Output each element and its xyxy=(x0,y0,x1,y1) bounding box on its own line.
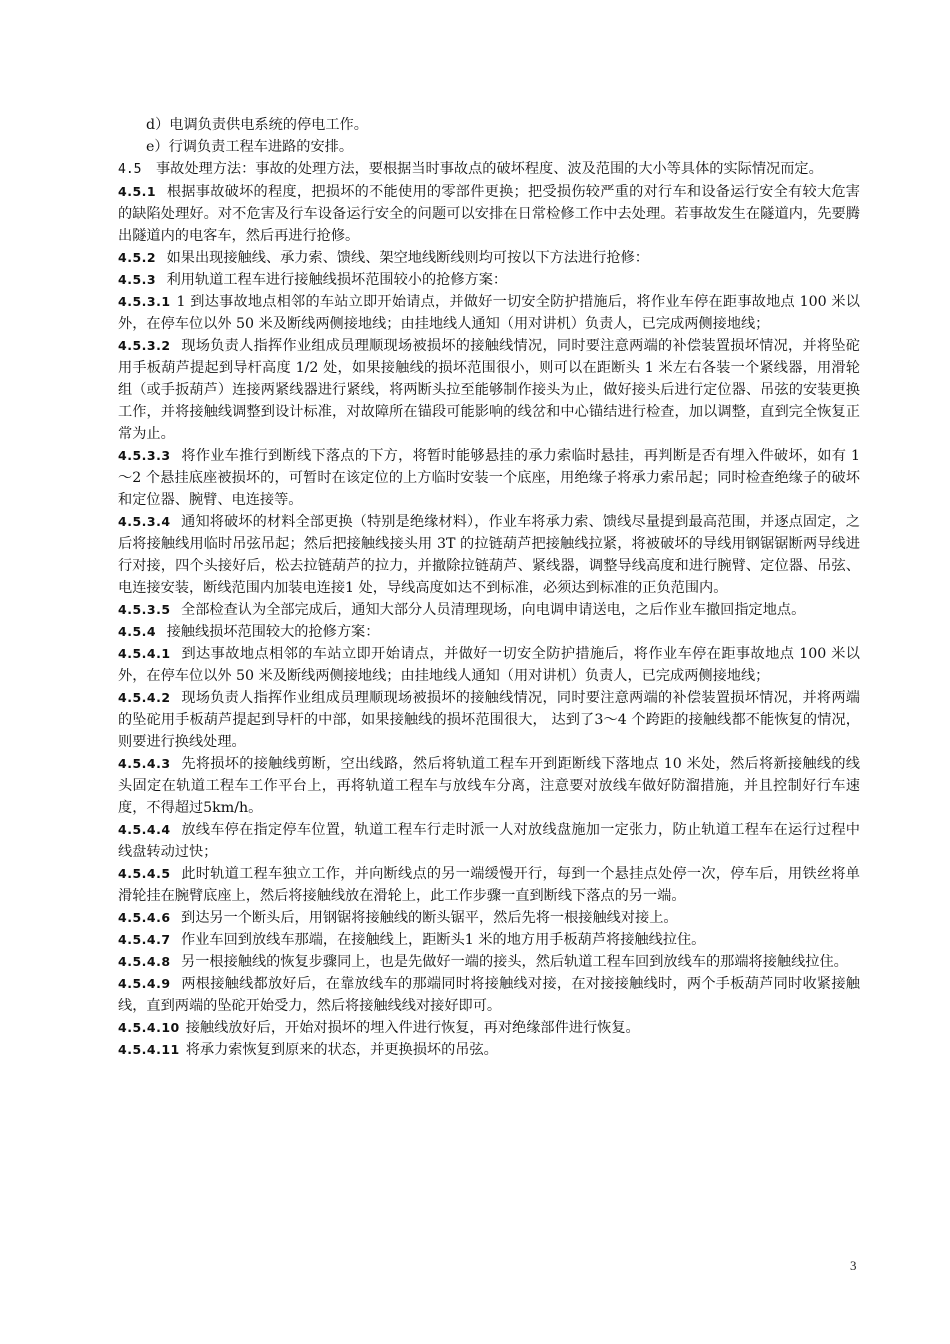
section-4-5-3-3 xyxy=(118,445,860,511)
page-number: 3 xyxy=(850,1258,857,1273)
section-number: 4.5.3.4 xyxy=(118,514,171,529)
section-number: 4.5.4.3 xyxy=(118,756,171,771)
section-number: 4.5.4.11 xyxy=(118,1042,180,1057)
section-4-5-4-2 xyxy=(118,687,860,753)
paragraph-d xyxy=(118,114,860,136)
paragraph-text: 作业车回到放线车那端，在接触线上，距断头1 米的地方用手板葫芦将接触线拉住。 xyxy=(176,932,706,948)
section-number: 4.5.1 xyxy=(118,184,157,199)
section-4-5-3-5 xyxy=(118,599,860,621)
section-number: 4.5.4.6 xyxy=(118,910,171,925)
section-4-5-4-10 xyxy=(118,1017,860,1039)
section-number: 4.5.4.2 xyxy=(118,690,171,705)
section-4-5-4-8 xyxy=(118,951,860,973)
section-4-5-4-9 xyxy=(118,973,860,1017)
section-number: 4.5.4.9 xyxy=(118,976,171,991)
paragraph-text: 到达另一个断头后，用钢锯将接触线的断头锯平，然后先将一根接触线对接上。 xyxy=(176,910,678,926)
section-4-5 xyxy=(118,158,860,181)
section-number: 4.5.4.1 xyxy=(118,646,171,661)
paragraph-text: 先将损坏的接触线剪断，空出线路，然后将轨道工程车开到距断线下落地点 10 米处，然后将新接触线的线头固定在轨道工程车工作平台上，再将轨道工程车与放线车分离，注意要对放线车做好防溜措施，并且控制好行车速度，不得超过5km/h。 xyxy=(118,756,860,816)
paragraph-text: 事故处理方法：事故的处理方法，要根据当时事故点的破坏程度、波及范围的大小等具体的实际情况而定。 xyxy=(151,161,823,177)
section-number: 4.5.3 xyxy=(118,272,157,287)
section-number: 4.5.4.7 xyxy=(118,932,171,947)
section-4-5-4-5 xyxy=(118,863,860,907)
paragraph-text: 现场负责人指挥作业组成员理顺现场被损坏的接触线情况，同时要注意两端的补偿装置损坏情况，并将坠砣用手板葫芦提起到导杆高度 1/2 处，如果接触线的损坏范围很小，则可以在距断头 1 米左右各装一个紧线器，用滑轮组（或手扳葫芦）连接两紧线器进行紧线，将两断头拉至能够制作接头为止，做好接头后进行定位器、吊弦的安装更换工作，并将接触线调整到设计标准，对故障所在锚段可能影响的线岔和中心锚结进行检查，加以调整，直到完全恢复正常为止。 xyxy=(118,338,860,442)
section-4-5-3-2 xyxy=(118,335,860,445)
paragraph-text: 两根接触线都放好后，在靠放线车的那端同时将接触线对接，在对接接触线时，两个手板葫芦同时收紧接触线，直到两端的坠砣开始受力，然后将接触线线对接好即可。 xyxy=(118,976,860,1014)
section-number: 4.5.3.5 xyxy=(118,602,171,617)
paragraph-text: 到达事故地点相邻的车站立即开始请点，并做好一切安全防护措施后，将作业车停在距事故地点 100 米以外，在停车位以外 50 米及断线两侧接地线；由挂地线人通知（用对讲机）负责人，已完成两侧接地线； xyxy=(118,646,860,684)
paragraph-text: 利用轨道工程车进行接触线损坏范围较小的抢修方案： xyxy=(162,272,508,288)
section-4-5-1 xyxy=(118,181,860,247)
paragraph-text: 接触线放好后，开始对损坏的埋入件进行恢复，再对绝缘部件进行恢复。 xyxy=(185,1020,640,1036)
section-4-5-4-6 xyxy=(118,907,860,929)
paragraph-text: 通知将破坏的材料全部更换（特别是绝缘材料），作业车将承力索、馈线尽量提到最高范围，并逐点固定，之后将接触线用临时吊弦吊起；然后把接触线接头用 3T 的拉链葫芦把接触线拉紧，将被破坏的导线用钢锯锯断两导线进行对接，四个头接好后，松去拉链葫芦的拉力，并撤除拉链葫芦、紧线器，调整导线高度和进行腕臂、定位器、吊弦、电连接安装，断线范围内加装电连接1 处，导线高度如达不到标准，必须达到标准的正负范围内。 xyxy=(118,514,860,596)
paragraph-text: 根据事故破坏的程度，把损坏的不能使用的零部件更换；把受损伤较严重的对行车和设备运行安全有较大危害的缺陷处理好。对不危害及行车设备运行安全的问题可以安排在日常检修工作中去处理。若事故发生在隧道内，先要腾出隧道内的电客车，然后再进行抢修。 xyxy=(118,184,860,244)
paragraph-text: 1 到达事故地点相邻的车站立即开始请点，并做好一切安全防护措施后，将作业车停在距事故地点 100 米以外，在停车位以外 50 米及断线两侧接地线；由挂地线人通知（用对讲机）负责人，已完成两侧接地线； xyxy=(118,294,860,332)
paragraph-e xyxy=(118,136,860,158)
section-4-5-4-3 xyxy=(118,753,860,819)
section-number: 4.5.4.4 xyxy=(118,822,171,837)
section-4-5-4-4 xyxy=(118,819,860,863)
paragraph-text: 现场负责人指挥作业组成员理顺现场被损坏的接触线情况，同时要注意两端的补偿装置损坏情况，并将两端的坠砣用手板葫芦提起到导杆的中部，如果接触线的损坏范围很大， 达到了3～4 个跨距的接触线都不能恢复的情况，则要进行换线处理。 xyxy=(118,690,860,750)
paragraph-text: 另一根接触线的恢复步骤同上，也是先做好一端的接头，然后轨道工程车回到放线车的那端将接触线拉住。 xyxy=(176,954,848,970)
section-4-5-4-1 xyxy=(118,643,860,687)
section-number: 4.5.4.8 xyxy=(118,954,171,969)
paragraph-text: 此时轨道工程车独立工作，并向断线点的另一端缓慢开行，每到一个悬挂点处停一次，停车后，用铁丝将单滑轮挂在腕臂底座上，然后将接触线放在滑轮上，此工作步骤一直到断线下落点的另一端。 xyxy=(118,866,860,904)
paragraph-text: e）行调负责工程车进路的安排。 xyxy=(146,139,354,155)
section-4-5-4-11 xyxy=(118,1039,860,1061)
section-4-5-3 xyxy=(118,269,860,291)
section-number: 4.5.3.3 xyxy=(118,448,171,463)
paragraph-text: 接触线损坏范围较大的抢修方案： xyxy=(162,624,380,640)
section-4-5-3-1 xyxy=(118,291,860,335)
section-number: 4.5.3.1 xyxy=(118,294,171,309)
section-4-5-4 xyxy=(118,621,860,643)
section-number: 4.5.4.10 xyxy=(118,1020,180,1035)
section-number: 4.5.3.2 xyxy=(118,338,171,353)
paragraph-text: 全部检查认为全部完成后，通知大部分人员清理现场，向电调申请送电，之后作业车撤回指定地点。 xyxy=(176,602,806,618)
section-number: 4.5.4 xyxy=(118,624,157,639)
document-body xyxy=(118,114,860,1061)
paragraph-text: 放线车停在指定停车位置，轨道工程车行走时派一人对放线盘施加一定张力，防止轨道工程车在运行过程中线盘转动过快； xyxy=(118,822,860,860)
section-number: 4.5.2 xyxy=(118,250,157,265)
paragraph-text: 如果出现接触线、承力索、馈线、架空地线断线则均可按以下方法进行抢修： xyxy=(162,250,649,266)
section-number: 4.5.4.5 xyxy=(118,866,171,881)
section-4-5-2 xyxy=(118,247,860,269)
paragraph-text: 将承力索恢复到原来的状态，并更换损坏的吊弦。 xyxy=(185,1042,498,1058)
paragraph-text: 将作业车推行到断线下落点的下方，将暂时能够悬挂的承力索临时悬挂，再判断是否有埋入件破坏，如有 1～2 个悬挂底座被损坏的，可暂时在该定位的上方临时安装一个底座，用绝缘子将承力索吊起；同时检查绝缘子的破坏和定位器、腕臂、电连接等。 xyxy=(118,448,860,508)
section-4-5-3-4 xyxy=(118,511,860,599)
paragraph-text: d）电调负责供电系统的停电工作。 xyxy=(146,117,368,133)
section-number: 4.5 xyxy=(118,162,142,177)
section-4-5-4-7 xyxy=(118,929,860,951)
